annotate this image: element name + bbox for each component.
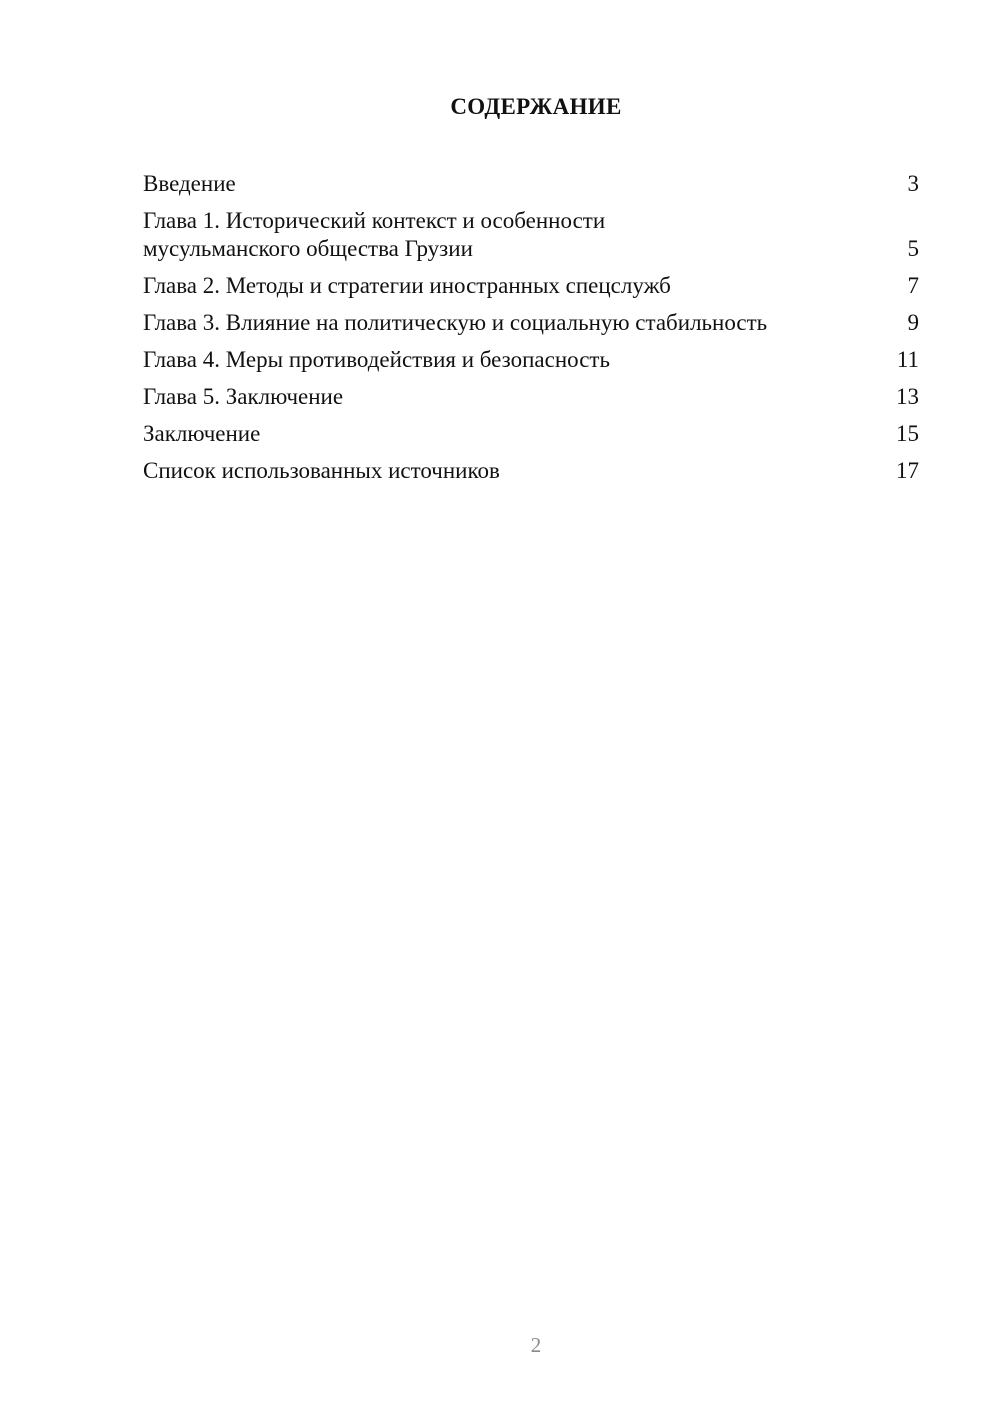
toc-entry-introduction[interactable] <box>143 170 919 198</box>
toc-entry-label: Введение <box>143 171 236 196</box>
toc-entry-conclusion[interactable] <box>143 420 919 448</box>
table-of-contents <box>143 170 919 494</box>
toc-entry-label: Глава 2. Методы и стратегии иностранных спецслужб <box>143 273 671 298</box>
page-title: СОДЕРЖАНИЕ <box>450 94 622 119</box>
toc-entry-chapter-1[interactable] <box>143 207 919 263</box>
toc-entry-label: Глава 3. Влияние на политическую и социальную стабильность <box>143 310 768 335</box>
toc-entry-label: Глава 4. Меры противодействия и безопасность <box>143 347 610 372</box>
toc-entry-label: Глава 5. Заключение <box>143 384 344 409</box>
toc-entry-page: 15 <box>896 421 919 446</box>
toc-entry-chapter-2[interactable] <box>143 272 919 300</box>
toc-entry-chapter-4[interactable] <box>143 346 919 374</box>
toc-entry-page: 11 <box>896 347 919 372</box>
page-number: 2 <box>530 1333 542 1357</box>
toc-entry-page: 17 <box>896 458 919 483</box>
toc-entry-page: 3 <box>907 171 919 196</box>
toc-entry-label: Глава 1. Исторический контекст и особенности мусульманского общества Грузии <box>143 208 606 261</box>
toc-entry-references[interactable] <box>143 457 919 485</box>
toc-entry-chapter-5[interactable] <box>143 383 919 411</box>
toc-entry-page: 13 <box>896 384 919 409</box>
toc-entry-page: 9 <box>907 310 919 335</box>
toc-entry-chapter-3[interactable] <box>143 309 919 337</box>
toc-entry-label: Заключение <box>143 421 261 446</box>
toc-entry-label: Список использованных источников <box>143 458 500 483</box>
toc-entry-page: 7 <box>907 273 919 298</box>
toc-entry-page: 5 <box>907 236 919 261</box>
